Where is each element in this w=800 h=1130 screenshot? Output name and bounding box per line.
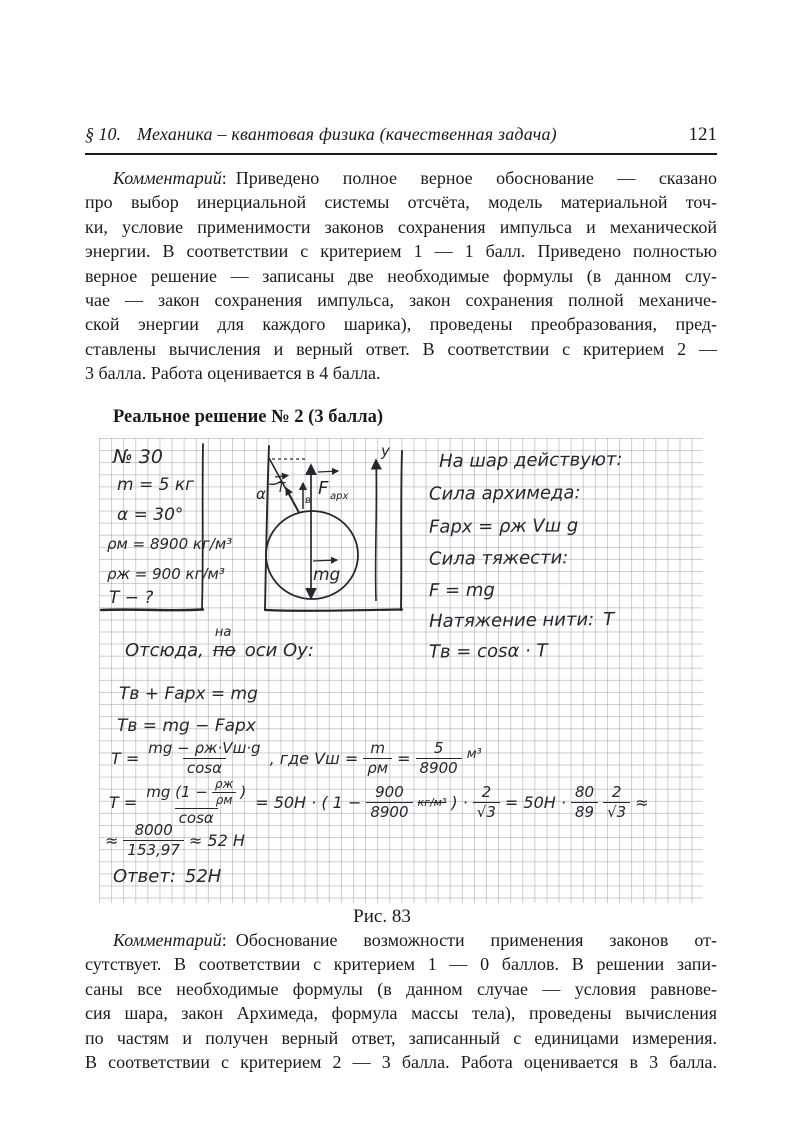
- y-axis-label: y: [381, 442, 390, 460]
- weight-overbar: [313, 560, 337, 561]
- denominator: 8900: [416, 758, 462, 777]
- work-equation-4: [109, 778, 649, 827]
- note-line: Сила тяжести:: [428, 547, 569, 570]
- note-line: F = mg: [428, 579, 495, 602]
- hw-token: ≈: [105, 830, 119, 850]
- paragraph-line: верное решение — записаны две необходимые формулы (в данном слу-: [85, 265, 717, 286]
- solution-heading: Реальное решение № 2 (3 балла): [113, 407, 384, 427]
- running-header: [85, 124, 717, 155]
- task-number: № 30: [113, 446, 163, 468]
- hw-token: ): [240, 783, 247, 802]
- paragraph-line: чае — закон сохранения импульса, закон сохранения полной механиче-: [85, 290, 717, 311]
- hw-token: T =: [111, 748, 140, 768]
- vessel-left-wall: [265, 446, 269, 610]
- given-density-liquid: ρж = 900 кг/м³: [107, 565, 225, 583]
- work-equation-2: Tв = mg − Fарх: [117, 716, 256, 736]
- denominator: √3: [473, 802, 500, 821]
- fraction: [571, 784, 598, 820]
- comment-lead: Комментарий: [113, 930, 222, 950]
- comment-paragraph-1: [85, 166, 717, 386]
- paragraph-line: ставлены вычисления и верный ответ. В соответствии с критерием 2 —: [85, 338, 717, 359]
- fraction: [123, 822, 184, 858]
- work-equation-1: Tв + Fарх = mg: [119, 684, 258, 704]
- weight-label: mg: [313, 565, 341, 585]
- paragraph-line: саны все необходимые формулы (в данном случае — условия равнове-: [85, 978, 717, 999]
- note-line: Натяжение нити: T: [428, 609, 615, 632]
- angle-label: α: [256, 485, 266, 503]
- paragraph-text: : Обоснование возможности применения законов от-: [221, 930, 717, 950]
- numerator: ρж: [214, 777, 234, 791]
- paragraph-line: про выбор инерциальной системы отсчёта, модель материальной точ-: [85, 192, 717, 213]
- tension-sub-label: в: [305, 495, 311, 506]
- paragraph-line: энергии. В соответствии с критерием 1 — 1 балл. Приведено полностью: [85, 241, 717, 262]
- numerator: 900: [375, 783, 404, 802]
- buoyancy-label: F: [318, 478, 329, 499]
- numerator: 80: [574, 783, 595, 802]
- paragraph-line: сутствует. В соответствии с критерием 1 — 0 баллов. В решении запи-: [85, 954, 717, 975]
- hw-token: = 50Н · ( 1 −: [255, 792, 362, 812]
- paragraph-line: [85, 928, 717, 952]
- hw-token: , где Vш =: [269, 748, 359, 768]
- hw-token: mg (1 −: [146, 783, 208, 802]
- correction-above: на: [214, 625, 232, 640]
- struck-word: по: [212, 640, 236, 661]
- paragraph-line: ской энергии для каждого шарика), проведены преобразования, пред-: [85, 314, 717, 335]
- denominator: ρм: [212, 792, 237, 807]
- note-line: Fарх = ρж Vш g: [428, 515, 579, 538]
- denominator: ρм: [363, 758, 392, 777]
- paragraph-line: ки, условие применимости законов сохранения импульса и механической: [85, 216, 717, 237]
- numerator: 8000: [134, 821, 173, 839]
- fraction: [144, 740, 264, 776]
- vessel-bottom: [265, 610, 402, 611]
- corrected-word: [212, 625, 236, 661]
- paragraph-text: : Приведено полное верное обоснование — сказано: [221, 168, 717, 188]
- paragraph-line: [85, 166, 717, 190]
- denominator: 8900: [366, 802, 412, 821]
- fraction: [363, 740, 392, 776]
- work-equation-5: [105, 822, 245, 858]
- sphere: [266, 511, 358, 599]
- hw-token: Отсюда,: [125, 640, 204, 661]
- paragraph-line: сия шара, закон Архимеда, формула массы тела), проведены вычисления: [85, 1003, 717, 1024]
- numerator: m: [370, 739, 385, 757]
- denominator: 89: [571, 802, 598, 821]
- numerator: [142, 778, 250, 808]
- figure-caption: Рис. 83: [353, 906, 411, 927]
- note-line: Сила архимеда:: [428, 482, 581, 505]
- denominator: √3: [603, 802, 630, 821]
- work-equation-3: [111, 740, 482, 776]
- tension-label: T: [277, 481, 285, 496]
- page-number: 121: [688, 124, 717, 145]
- denominator: cosα: [183, 758, 226, 777]
- fraction: [366, 784, 412, 820]
- comment-lead: Комментарий: [113, 168, 222, 188]
- paragraph-line: 3 балла. Работа оценивается в 4 балла.: [85, 363, 381, 384]
- fraction: [416, 740, 462, 776]
- hw-token: =: [397, 748, 411, 768]
- given-box-vertical-rule: [202, 444, 203, 609]
- hw-token: ≈: [635, 792, 649, 812]
- y-axis-arrow: [376, 460, 377, 601]
- fraction: [211, 778, 237, 807]
- buoyancy-sub-label: арх: [330, 491, 349, 502]
- numerator: 5: [433, 739, 444, 757]
- handwritten-solution-figure: [99, 438, 703, 903]
- hw-token: ) ·: [451, 792, 468, 812]
- fraction: [142, 778, 250, 827]
- hw-token: оси Оу:: [244, 640, 314, 661]
- given-mass: m = 5 кг: [117, 475, 195, 495]
- tension-vector-arrow: [286, 488, 299, 512]
- given-box-bottom-rule: [101, 610, 203, 611]
- section-title: Механика – квантовая физика (качественная задача): [137, 124, 557, 144]
- fraction: [603, 784, 630, 820]
- hw-token: = 50Н ·: [504, 792, 566, 812]
- paragraph-line: В соответствии с критерием 2 — 3 балла. Работа оценивается в 3 балла.: [85, 1052, 717, 1073]
- numerator: mg − ρж·Vш·g: [148, 739, 261, 757]
- numerator: 2: [611, 783, 622, 802]
- fraction: [473, 784, 500, 820]
- comment-paragraph-2: [85, 928, 717, 1074]
- note-line: Tв = cosα · T: [428, 640, 548, 663]
- buoyancy-overbar: [318, 471, 338, 472]
- given-angle: α = 30°: [117, 505, 184, 525]
- unit-label: м³: [466, 746, 482, 762]
- numerator: 2: [481, 783, 492, 802]
- hw-token: ≈ 52 Н: [188, 830, 245, 850]
- struck-unit: кг/м³: [417, 795, 447, 809]
- note-line: На шар действуют:: [438, 449, 623, 472]
- section-number: § 10.: [85, 124, 121, 144]
- denominator: 153,97: [123, 840, 184, 859]
- paragraph-line: по частям и получен верный ответ, записанный с единицами измерения.: [85, 1027, 717, 1048]
- given-density-metal: ρм = 8900 кг/м³: [107, 535, 233, 553]
- vessel-right-wall: [401, 451, 402, 610]
- answer-line: Ответ: 52Н: [113, 866, 222, 887]
- work-line-projection: [125, 625, 314, 661]
- find-tension: T − ?: [109, 588, 154, 608]
- tension-overbar: [275, 476, 288, 478]
- denominator: cosα: [175, 808, 218, 827]
- hw-token: T =: [109, 792, 138, 812]
